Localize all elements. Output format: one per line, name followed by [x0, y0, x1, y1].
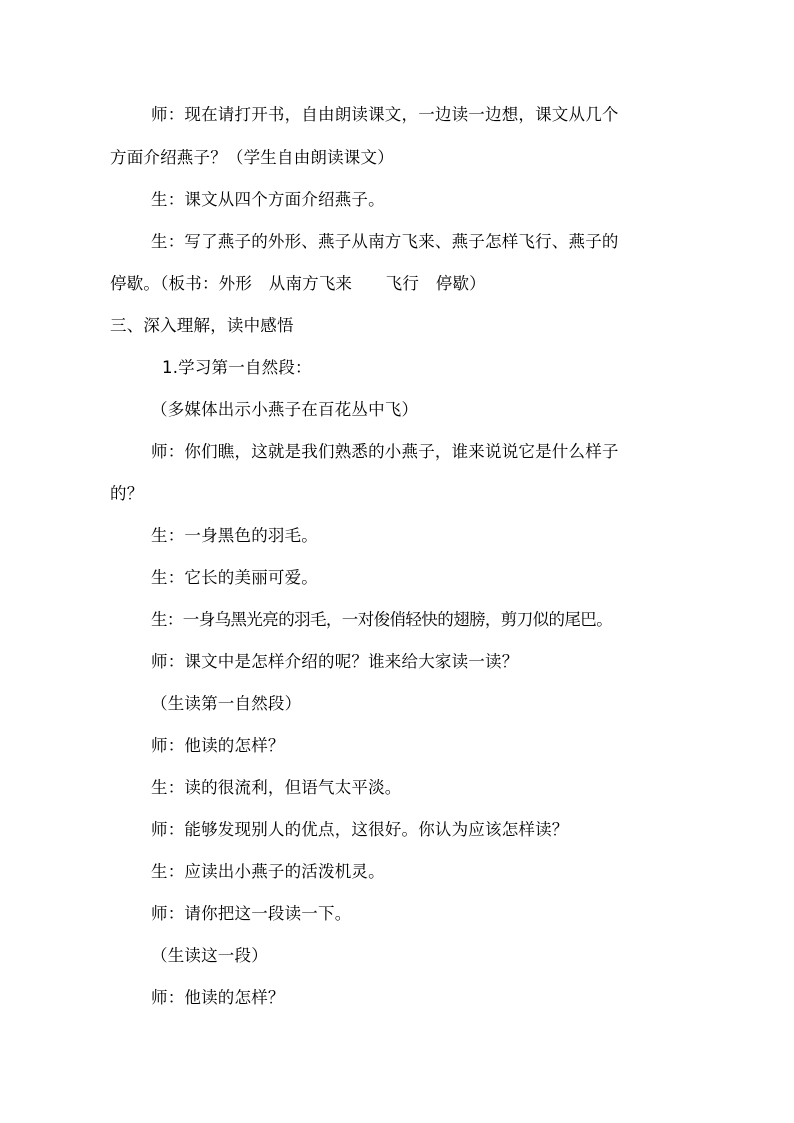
subsection-heading: 1.学习第一自然段： [162, 358, 312, 377]
text-line-01: 师：现在请打开书，自由朗读课文，一边读一边想，课文从几个 [151, 105, 619, 124]
text-line-21: （生读这一段） [151, 946, 268, 965]
text-line-13: 生：一身乌黑光亮的羽毛，一对俊俏轻快的翅膀，剪刀似的尾巴。 [151, 610, 613, 629]
text-line-12: 生：它长的美丽可爱。 [151, 568, 318, 587]
text-line-17: 生：读的很流利，但语气太平淡。 [151, 778, 402, 797]
text-line-18: 师：能够发现别人的优点，这很好。你认为应该怎样读？ [151, 820, 569, 839]
section-heading: 三、深入理解，读中感悟 [110, 316, 294, 335]
text-line-08: （多媒体出示小燕子在百花丛中飞） [151, 400, 419, 419]
text-line-03: 生：课文从四个方面介绍燕子。 [151, 190, 385, 209]
text-line-10: 的？ [110, 484, 144, 503]
text-line-14: 师：课文中是怎样介绍的呢？谁来给大家读一读？ [151, 652, 519, 671]
text-line-09: 师：你们瞧，这就是我们熟悉的小燕子，谁来说说它是什么样子 [151, 442, 619, 461]
text-line-04: 生：写了燕子的外形、燕子从南方飞来、燕子怎样飞行、燕子的 [151, 232, 619, 251]
text-line-15: （生读第一自然段） [151, 694, 302, 713]
text-line-11: 生：一身黑色的羽毛。 [151, 526, 318, 545]
text-line-02: 方面介绍燕子？（学生自由朗读课文） [110, 148, 394, 167]
text-line-20: 师：请你把这一段读一下。 [151, 904, 352, 923]
text-line-05: 停歇。（板书：外形 从南方飞来 飞行 停歇） [110, 274, 486, 293]
text-line-19: 生：应读出小燕子的活泼机灵。 [151, 862, 385, 881]
text-line-22: 师：他读的怎样？ [151, 988, 285, 1007]
text-line-16: 师：他读的怎样？ [151, 736, 285, 755]
